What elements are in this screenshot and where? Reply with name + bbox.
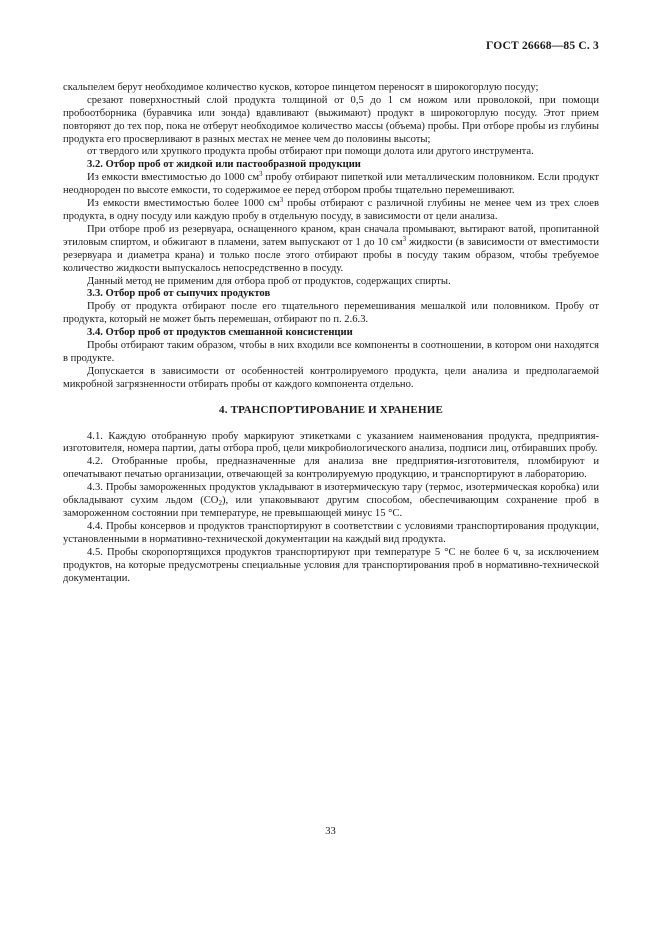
paragraph: Пробу от продукта отбирают после его тщательного перемешивания мешалкой или половником. Пробу от продукта, который не может быть перемешан, отбирают по п. 2.6.3. xyxy=(63,301,599,326)
paragraph: Пробы отбирают таким образом, чтобы в них входили все компоненты в соотношении, в котором они находятся в продукте. xyxy=(63,340,599,364)
paragraph: 4.1. Каждую отобранную пробу маркируют этикетками с указанием наименования продукта, предприятия-изготовителя, номера партии, даты отбора проб, цели микробиологического анализа, подписи лиц, отбиравших пробу. xyxy=(63,430,599,455)
paragraph: Данный метод не применим для отбора проб от продуктов, содержащих спирты. xyxy=(87,275,451,287)
paragraph: скальпелем берут необходимое количество кусков, которое пинцетом переносят в широкогорлую посуду; xyxy=(63,81,539,93)
section-heading-3-3: 3.3. Отбор проб от сыпучих продуктов xyxy=(87,288,271,300)
paragraph: 4.4. Пробы консервов и продуктов транспортируют в соответствии с условиями транспортирования продукции, установленными в нормативно-технической документации на каждый вид продукта. xyxy=(63,520,599,545)
paragraph: Из емкости вместимостью до 1000 $см^3$ пробу отбирают пипеткой или металлическим половником. Если продукт неоднороден по высоте емкости, то содержимое ее перед отбором пробы тщательно перемешивают. xyxy=(63,170,599,197)
section-heading-3-2: 3.2. Отбор проб от жидкой или пастообразной продукции xyxy=(87,159,361,171)
page-number: 33 xyxy=(325,826,336,837)
section-title-4: 4. ТРАНСПОРТИРОВАНИЕ И ХРАНЕНИЕ xyxy=(219,403,443,416)
standard-header: ГОСТ 26668—85 С. 3 xyxy=(486,40,599,52)
paragraph: 4.2. Отобранные пробы, предназначенные для анализа вне предприятия-изготовителя, пломбируют и опечатывают печатью организации, отвечающей за контролируемую продукцию, и транспортируют в лабораторию. xyxy=(63,456,599,481)
paragraph: 4.5. Пробы скоропортящихся продуктов транспортируют при температуре 5 °С не более 6 ч, за исключением продуктов, на которые предусмотрены специальные условия для транспортирования проб в нормативно-технической документации. xyxy=(63,546,599,584)
paragraph: При отборе проб из резервуара, оснащенного краном, кран сначала промывают, вытирают ватой, пропитанной этиловым спиртом, и обжигают в пламени, затем выпускают от 1 до 10 $см^3$ жидкости (в зависимости от вместимости резервуара и диаметра крана) и только после этого отбирают пробы в посуду таким образом, чтобы требуемое количество жидкости выпускалось непосредственно в посуду. xyxy=(63,223,599,274)
paragraph: 4.3. Пробы замороженных продуктов укладывают в изотермическую тару (термос, изотермическая коробка) или обкладывают сухим льдом $(CO_2)$, или упаковывают другим способом, обеспечивающим сохранение проб в замороженном состоянии при температуре, не превышающей минус 15 °С. xyxy=(63,482,599,519)
paragraph: от твердого или хрупкого продукта пробы отбирают при помощи долота или другого инструмента. xyxy=(87,146,534,158)
paragraph: срезают поверхностный слой продукта толщиной от 0,5 до 1 см ножом или проволокой, при помощи пробоотборника (буравчика или зонда) вдавливают (выжимают) продукт в широкогорлую посуду. Этот прием повторяют до тех пор, пока не отберут необходимое количество массы (объема) пробы. При отборе пробы из глубины продукта его просверливают в разных местах не менее чем до половины высоты; xyxy=(63,94,599,145)
paragraph: Допускается в зависимости от особенностей контролируемого продукта, цели анализа и предполагаемой микробной загрязненности отбирать пробы от каждого компонента отдельно. xyxy=(63,365,599,390)
paragraph: Из емкости вместимостью более 1000 $см^3$ пробы отбирают с различной глубины не менее чем из трех слоев продукта, в одну посуду или каждую пробу в отдельную посуду, в зависимости от цели анализа. xyxy=(63,196,599,222)
section-heading-3-4: 3.4. Отбор проб от продуктов смешанной консистенции xyxy=(87,327,353,339)
